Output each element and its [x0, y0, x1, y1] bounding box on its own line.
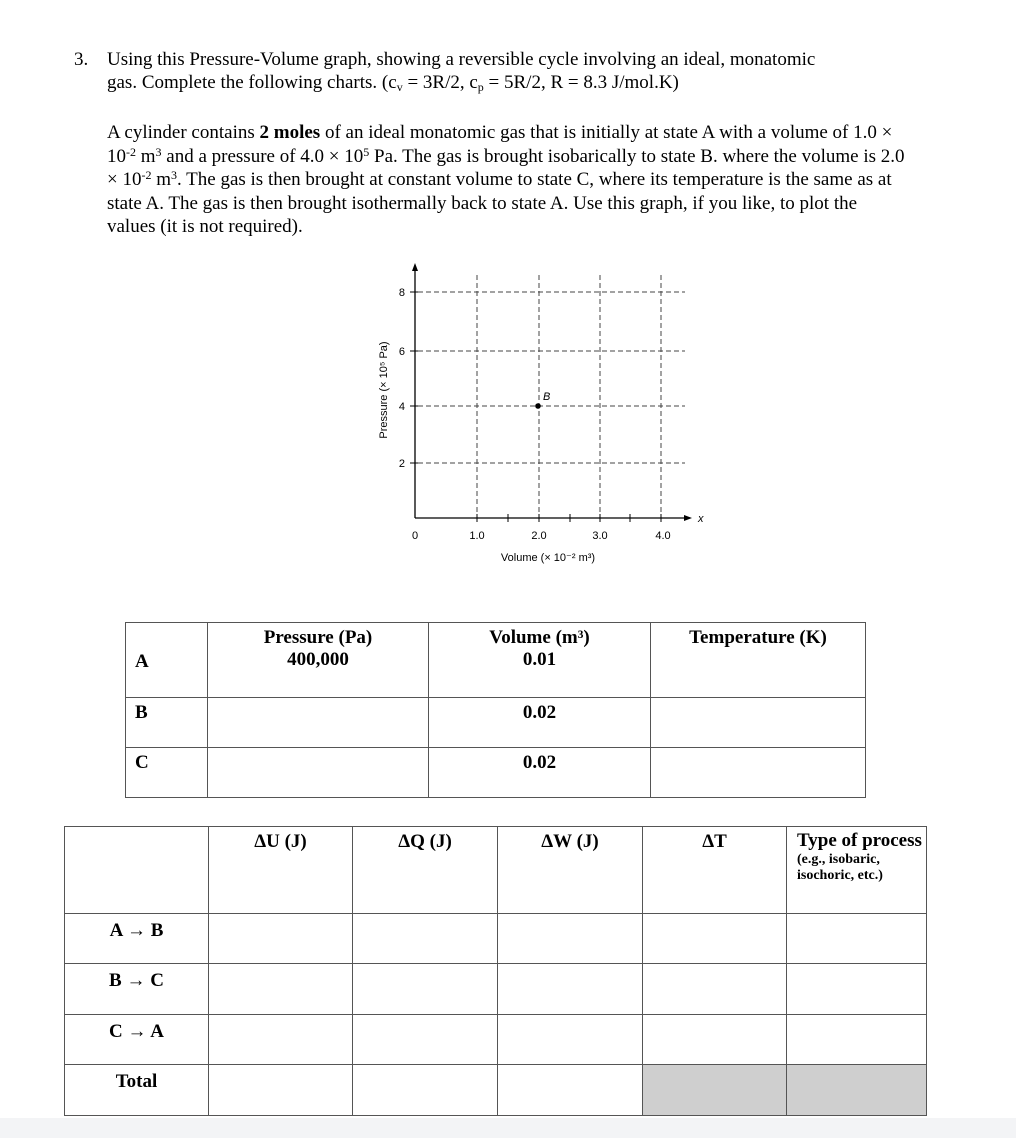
- cell-bc-dq[interactable]: [353, 964, 498, 1015]
- x-tick-label: 4.0: [655, 530, 671, 542]
- question-line2a: gas. Complete the following charts. (c: [107, 72, 397, 93]
- para-bold-moles: 2 moles: [259, 122, 321, 143]
- y-axis-arrow: [412, 263, 418, 271]
- cell-a-volume[interactable]: 0.01: [429, 649, 651, 697]
- cell-c-temperature[interactable]: [651, 747, 866, 797]
- x-tick-label: 2.0: [531, 530, 547, 542]
- cell-total-dw[interactable]: [498, 1065, 643, 1116]
- x-axis-letter: x: [698, 513, 704, 525]
- para-exponent: -2: [141, 168, 152, 182]
- page-bottom-band: [0, 1118, 1016, 1138]
- origin-label: 0: [411, 530, 419, 542]
- cp-subscript: p: [477, 80, 484, 94]
- cell-ab-dq[interactable]: [353, 914, 498, 964]
- y-tick-label: 4: [398, 401, 405, 413]
- pv-graph: [360, 255, 740, 575]
- pv-graph-svg: [360, 255, 740, 575]
- cell-b-temperature[interactable]: [651, 697, 866, 747]
- cell-total-du[interactable]: [209, 1065, 353, 1116]
- header-process-type: [787, 827, 927, 914]
- cell-b-volume[interactable]: 0.02: [429, 697, 651, 747]
- x-axis-arrow: [684, 515, 692, 521]
- header-dq: ΔQ (J): [353, 827, 498, 914]
- question-line2b: = 3R/2, c: [402, 72, 478, 93]
- question-text: [107, 48, 907, 94]
- cell-bc-dt[interactable]: [643, 964, 787, 1015]
- cell-ca-du[interactable]: [209, 1015, 353, 1065]
- process-type-note: (e.g., isobaric, isochoric, etc.): [797, 852, 883, 883]
- header-pressure-text: Pressure (Pa): [263, 627, 373, 648]
- x-tick-label: 1.0: [469, 530, 485, 542]
- state-table: [125, 622, 866, 798]
- cell-ca-type[interactable]: [787, 1015, 927, 1065]
- para-exponent: 5: [363, 144, 370, 159]
- process-label-ab: A → B: [65, 914, 209, 964]
- header-dt: ΔT: [643, 827, 787, 914]
- x-tick-label: 3.0: [592, 530, 608, 542]
- para-text: A cylinder contains: [107, 122, 260, 143]
- cell-bc-type[interactable]: [787, 964, 927, 1015]
- cell-bc-du[interactable]: [209, 964, 353, 1015]
- y-axis-title: Pressure (× 10⁵ Pa): [378, 341, 390, 439]
- y-tick-label: 2: [398, 458, 405, 470]
- process-label-ca: C → A: [65, 1015, 209, 1065]
- process-label-total: Total: [65, 1065, 209, 1116]
- header-du: ΔU (J): [209, 827, 353, 914]
- cell-ca-dq[interactable]: [353, 1015, 498, 1065]
- process-type-title: Type of process: [797, 830, 922, 851]
- para-exponent: 3: [171, 168, 177, 182]
- para-text: of an ideal monatomic gas that is initially at state A with a volume of 1.0 × 10: [107, 122, 893, 167]
- header-pressure: [208, 623, 429, 650]
- state-label-b: B: [126, 697, 208, 747]
- para-text: Pa. The gas is brought isobarically to state B. where the volume is 2.0 × 10: [107, 145, 905, 190]
- cell-total-dq[interactable]: [353, 1065, 498, 1116]
- para-text: . The gas is then brought at constant volume to state C, where its temperature is the same as at state A. The gas is then brought isothermally back to state A. Use this graph, if you like, to plot the values (it is not required).: [107, 169, 892, 237]
- para-text: m: [151, 169, 171, 190]
- x-axis-title: Volume (× 10⁻² m³): [500, 552, 596, 564]
- state-label-a: A: [126, 623, 208, 698]
- cell-c-volume[interactable]: 0.02: [429, 747, 651, 797]
- header-volume-text: Volume (m³): [489, 627, 590, 648]
- process-label-bc: B → C: [65, 964, 209, 1015]
- cell-b-pressure[interactable]: [208, 697, 429, 747]
- y-tick-label: 6: [398, 346, 405, 358]
- cell-total-dt-disabled: [643, 1065, 787, 1116]
- process-header-blank: [65, 827, 209, 914]
- cell-ab-dw[interactable]: [498, 914, 643, 964]
- header-dw: ΔW (J): [498, 827, 643, 914]
- cell-ab-type[interactable]: [787, 914, 927, 964]
- para-text: and a pressure of 4.0 × 10: [161, 145, 364, 167]
- header-volume: [429, 623, 651, 650]
- para-text: m: [136, 145, 156, 167]
- header-temperature-text: Temperature (K): [689, 627, 827, 648]
- cell-ab-du[interactable]: [209, 914, 353, 964]
- point-b-marker: [535, 403, 541, 409]
- y-tick-label: 8: [398, 287, 405, 299]
- cell-a-temperature[interactable]: [651, 649, 866, 697]
- problem-paragraph: [107, 121, 907, 239]
- cell-bc-dw[interactable]: [498, 964, 643, 1015]
- cell-c-pressure[interactable]: [208, 747, 429, 797]
- question-line1: Using this Pressure-Volume graph, showing a reversible cycle involving an ideal, monatomic: [107, 49, 816, 70]
- cell-total-type-disabled: [787, 1065, 927, 1116]
- para-exponent: -2: [126, 144, 136, 159]
- cell-ca-dw[interactable]: [498, 1015, 643, 1065]
- cell-a-pressure[interactable]: 400,000: [208, 649, 429, 697]
- state-label-c: C: [126, 747, 208, 797]
- process-table: [64, 826, 927, 1116]
- cell-ab-dt[interactable]: [643, 914, 787, 964]
- para-exponent: 3: [155, 144, 162, 159]
- header-temperature: [651, 623, 866, 650]
- cv-subscript: v: [396, 80, 403, 94]
- cell-ca-dt[interactable]: [643, 1015, 787, 1065]
- point-b-label: B: [543, 391, 551, 403]
- question-number: 3.: [74, 49, 89, 70]
- question-line2c: = 5R/2, R = 8.3 J/mol.K): [483, 72, 679, 93]
